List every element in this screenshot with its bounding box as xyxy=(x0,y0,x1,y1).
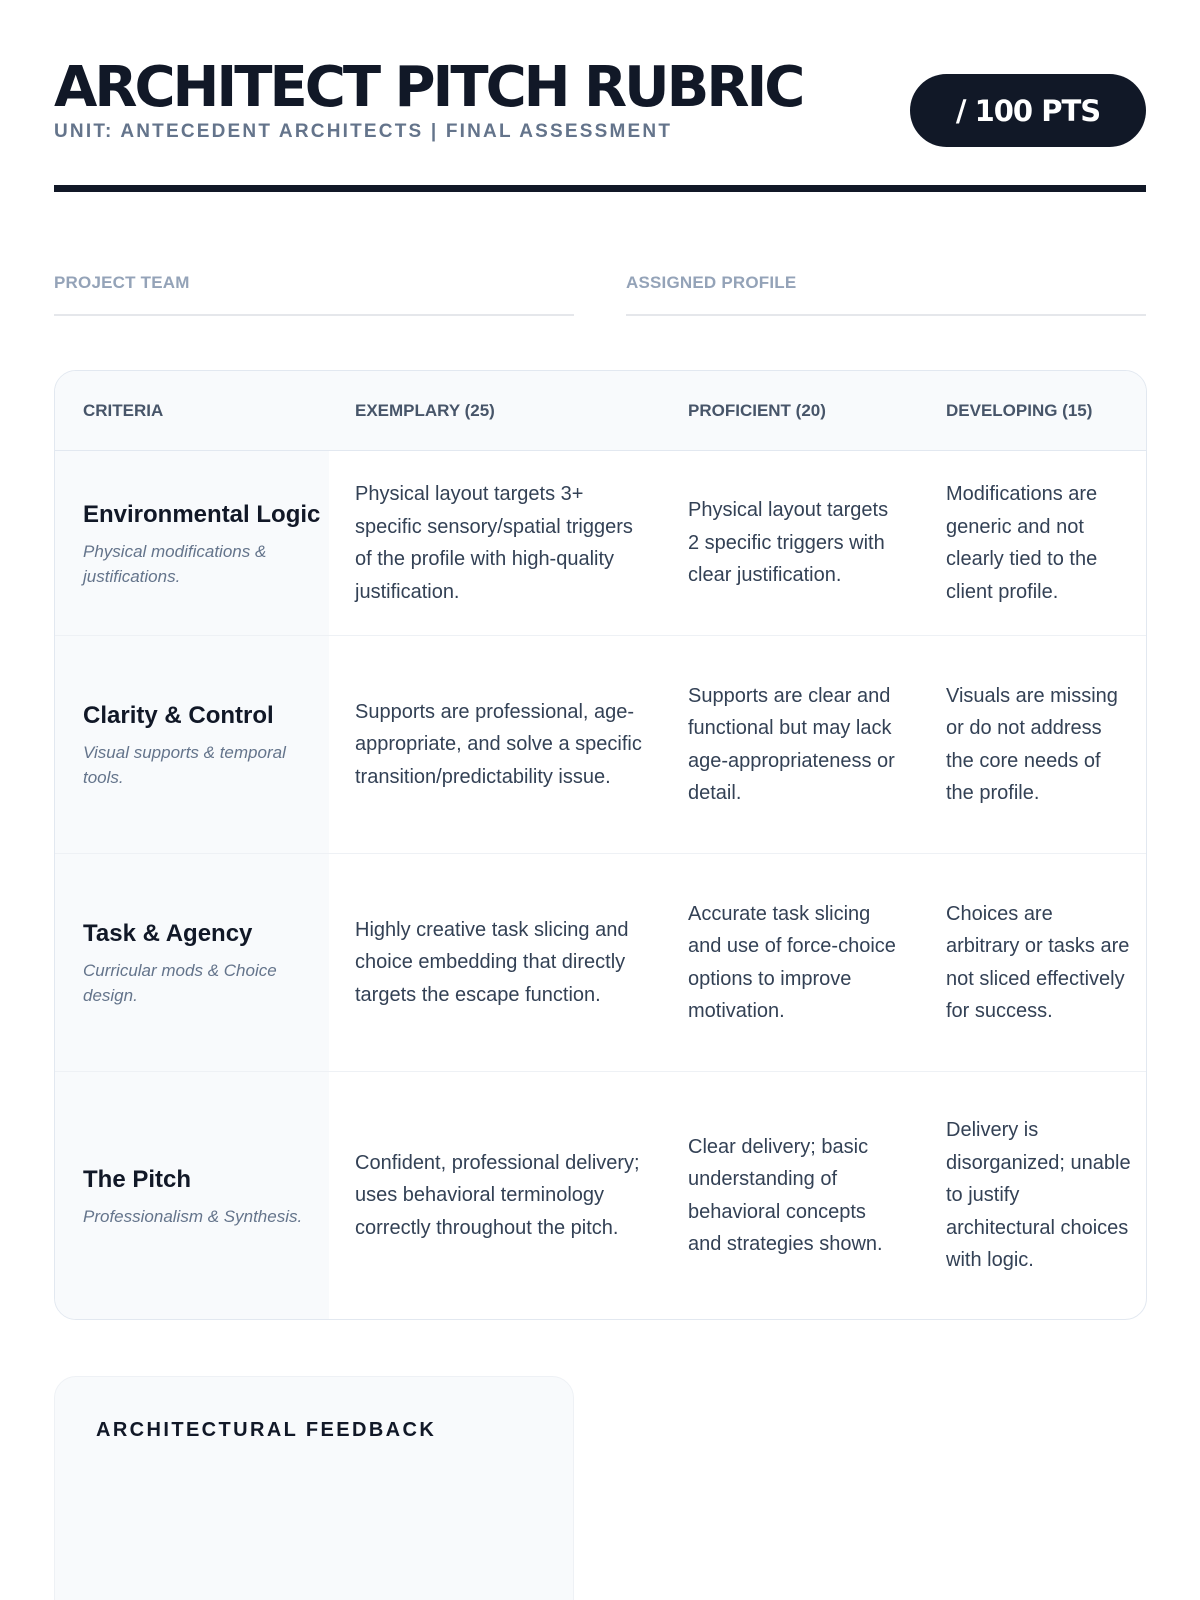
page-header xyxy=(54,0,1146,192)
exemplary-cell: Supports are professional, age-appropriate, and solve a specific transition/predictability issue. xyxy=(355,700,642,788)
table-row xyxy=(55,451,1146,636)
table-row xyxy=(55,636,1146,854)
proficient-cell: Accurate task slicing and use of force-choice options to improve motivation. xyxy=(688,902,896,1022)
table-row xyxy=(55,1072,1146,1319)
points-badge: / 100 PTS xyxy=(910,74,1146,147)
criteria-name: The Pitch xyxy=(83,1165,192,1193)
column-header-exemplary: EXEMPLARY (25) xyxy=(355,400,495,420)
criteria-name: Clarity & Control xyxy=(83,702,274,729)
criteria-cell xyxy=(83,451,323,635)
criteria-name: Environmental Logic xyxy=(83,500,321,528)
proficient-cell: Physical layout targets 2 specific triggers with clear justification. xyxy=(688,499,889,587)
assigned-profile-field[interactable] xyxy=(626,273,1146,316)
project-team-field[interactable] xyxy=(54,273,574,316)
criteria-cell xyxy=(83,1072,323,1319)
developing-cell: Modifications are generic and not clearly tied to the client profile. xyxy=(946,483,1098,603)
criteria-description: Visual supports & temporal tools. xyxy=(83,743,286,787)
criteria-description: Professionalism & Synthesis. xyxy=(83,1206,303,1226)
column-header-developing: DEVELOPING (15) xyxy=(946,400,1093,420)
assigned-profile-label: ASSIGNED PROFILE xyxy=(626,273,797,292)
project-team-label: PROJECT TEAM xyxy=(54,273,190,292)
proficient-cell: Supports are clear and functional but may lack age-appropriateness or detail. xyxy=(688,684,895,804)
column-header-proficient: PROFICIENT (20) xyxy=(688,400,826,420)
criteria-cell xyxy=(83,636,323,853)
exemplary-cell: Highly creative task slicing and choice embedding that directly targets the escape function. xyxy=(355,918,629,1006)
rubric-table xyxy=(54,370,1147,1320)
criteria-description: Curricular mods & Choice design. xyxy=(83,961,277,1005)
criteria-name: Task & Agency xyxy=(83,920,253,947)
column-header-criteria: CRITERIA xyxy=(83,400,164,420)
rubric-header-row xyxy=(55,371,1146,451)
criteria-cell xyxy=(83,854,323,1071)
feedback-title: ARCHITECTURAL FEEDBACK xyxy=(96,1419,437,1441)
exemplary-cell: Physical layout targets 3+ specific sensory/spatial triggers of the profile with high-quality justification. xyxy=(355,483,633,603)
proficient-cell: Clear delivery; basic understanding of behavioral concepts and strategies shown. xyxy=(688,1135,883,1255)
feedback-box[interactable] xyxy=(54,1376,574,1600)
page-subtitle: UNIT: ANTECEDENT ARCHITECTS | FINAL ASSESSMENT xyxy=(54,121,673,142)
developing-cell: Visuals are missing or do not address the core needs of the profile. xyxy=(946,684,1118,804)
page-title: ARCHITECT PITCH RUBRIC xyxy=(54,55,803,120)
developing-cell: Delivery is disorganized; unable to justify architectural choices with logic. xyxy=(946,1119,1131,1272)
meta-fields xyxy=(54,273,1146,316)
table-row xyxy=(55,854,1146,1072)
developing-cell: Choices are arbitrary or tasks are not sliced effectively for success. xyxy=(946,902,1130,1022)
exemplary-cell: Confident, professional delivery; uses behavioral terminology correctly throughout the pitch. xyxy=(355,1151,640,1239)
criteria-description: Physical modifications & justifications. xyxy=(83,541,267,586)
